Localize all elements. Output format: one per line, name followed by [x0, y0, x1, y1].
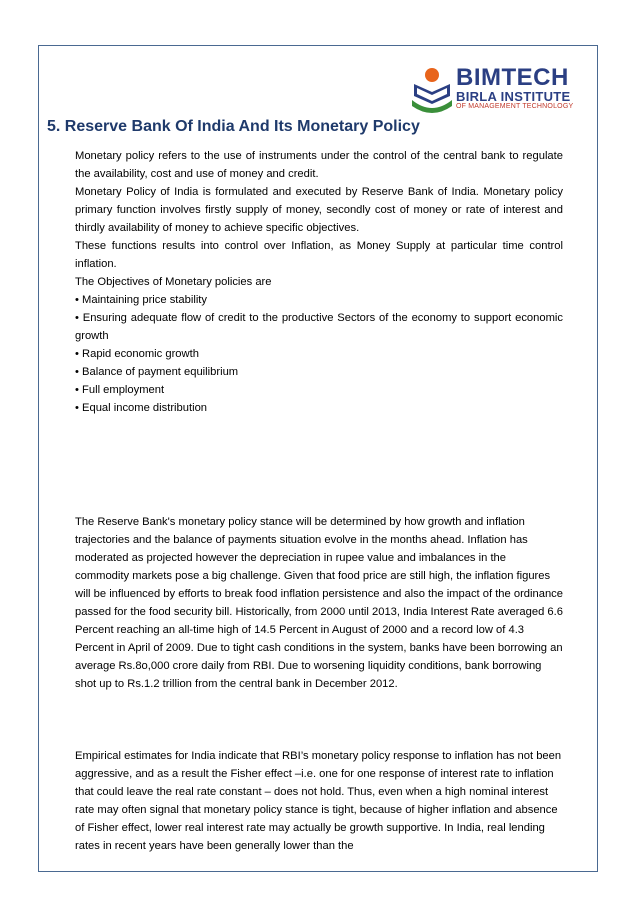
list-item: • Rapid economic growth	[75, 348, 199, 360]
list-item: • Equal income distribution	[75, 402, 208, 414]
paragraph: The Reserve Bank's monetary policy stance will be determined by how growth and inflation trajectories and the balance of payments situation evolve in the months ahead. Inflation has moderated as projected however the depreciation in rupee value and imbalances in the commodity markets pose a big challenge. Given that food price are still high, the inflation figures will be influenced by efforts to break food inflation persistence and also the impact of the ordinance passed for the food security bill. Historically, from 2000 until 2013, India Interest Rate averaged 6.6 Percent reaching an all-time high of 14.5 Percent in August of 2000 and a record low of 4.3 Percent in April of 2009. Due to tight cash conditions in the system, banks have been borrowing an average Rs.8o,000 crore daily from RBI. Due to worsening liquidity conditions, bank borrowing shot up to Rs.1.2 trillion from the central bank in December 2012.	[75, 516, 563, 690]
paragraph: The Objectives of Monetary policies are	[75, 276, 272, 288]
logo-line1: BIRLA INSTITUTE	[456, 89, 571, 104]
paragraph: Monetary Policy of India is formulated and executed by Reserve Bank of India. Monetary policy primary function involves firstly supply of money, secondly cost of money or rate of interest and thirdly availability of money to achieve specific objectives.	[75, 186, 563, 234]
section-monetary-policy	[75, 147, 563, 417]
bimtech-logo	[410, 64, 574, 120]
section-empirical-estimates	[75, 747, 563, 855]
list-item: • Full employment	[75, 384, 165, 396]
list-item: • Maintaining price stability	[75, 294, 208, 306]
logo-line2: OF MANAGEMENT TECHNOLOGY	[456, 103, 574, 110]
paragraph: Empirical estimates for India indicate that RBI’s monetary policy response to inflation has not been aggressive, and as a result the Fisher effect –i.e. one for one response of interest rate to inflation that could leave the real rate constant – does not hold. Thus, even when a high nominal interest rate may often signal that monetary policy stance is tight, because of higher inflation and absence of Fisher effect, lower real interest rate may actually be growth supportive. In India, real lending rates in recent years have been generally lower than the	[75, 750, 562, 852]
bimtech-emblem-icon	[410, 66, 454, 118]
paragraph: Monetary policy refers to the use of instruments under the control of the central bank to regulate the availability, cost and use of money and credit.	[75, 150, 563, 180]
list-item: • Balance of payment equilibrium	[75, 366, 239, 378]
logo-name: BIMTECH	[456, 64, 569, 91]
list-item: • Ensuring adequate flow of credit to the productive Sectors of the economy to support economic growth	[75, 312, 563, 342]
section-title: 5. Reserve Bank Of India And Its Monetary Policy	[47, 118, 420, 135]
section-policy-stance	[75, 513, 563, 693]
paragraph: These functions results into control over Inflation, as Money Supply at particular time control inflation.	[75, 240, 563, 270]
